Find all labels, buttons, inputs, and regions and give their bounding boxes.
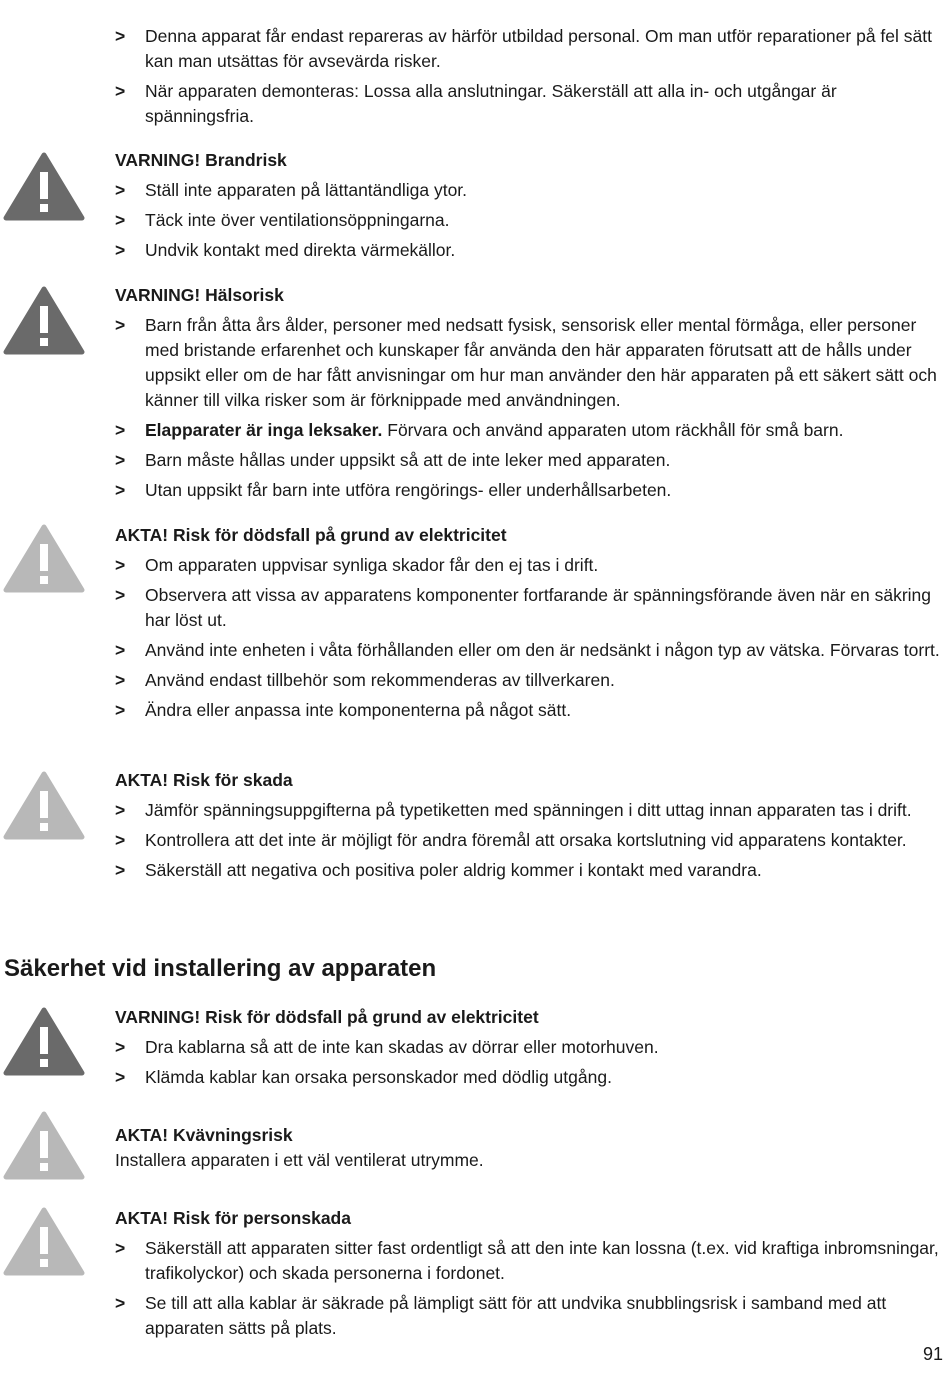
install-electric-warning-list bbox=[115, 1035, 947, 1090]
bullet-marker: > bbox=[115, 640, 126, 660]
install-electric-warning-title: VARNING! Risk för dödsfall på grund av elektricitet bbox=[115, 1007, 539, 1027]
list-item: > Undvik kontakt med direkta värmekällor. bbox=[115, 238, 947, 263]
list-item: > Ändra eller anpassa inte komponenterna på något sätt. bbox=[115, 698, 947, 723]
list-item: > Se till att alla kablar är säkrade på lämpligt sätt för att undvika snubblingsrisk i samband med att apparaten sätts på plats. bbox=[115, 1293, 887, 1338]
bullet-marker: > bbox=[115, 1238, 126, 1258]
suffocation-caution-title: AKTA! Kvävningsrisk bbox=[115, 1125, 293, 1145]
electric-caution-list bbox=[115, 553, 947, 723]
bullet-marker: > bbox=[115, 315, 126, 335]
damage-caution-list bbox=[115, 798, 947, 883]
bullet-marker: > bbox=[115, 860, 126, 880]
damage-caution-block bbox=[115, 768, 947, 888]
section-heading: Säkerhet vid installering av apparaten bbox=[4, 955, 437, 982]
bullet-marker: > bbox=[115, 830, 126, 850]
health-warning-block bbox=[115, 283, 947, 508]
bullet-marker: > bbox=[115, 670, 126, 690]
injury-caution-block bbox=[115, 1206, 947, 1346]
damage-caution-title: AKTA! Risk för skada bbox=[115, 770, 293, 790]
fire-warning-title: VARNING! Brandrisk bbox=[115, 150, 287, 170]
warning-triangle-icon bbox=[3, 152, 85, 222]
list-item: > Om apparaten uppvisar synliga skador får den ej tas i drift. bbox=[115, 553, 947, 578]
fire-warning-block bbox=[115, 148, 947, 268]
warning-triangle-icon bbox=[3, 1007, 85, 1077]
bullet-marker: > bbox=[115, 700, 126, 720]
bullet-marker: > bbox=[115, 1067, 126, 1087]
install-electric-warning-block bbox=[115, 1005, 947, 1095]
suffocation-caution-text: Installera apparaten i ett väl ventilerat utrymme. bbox=[115, 1150, 484, 1170]
bullet-marker: > bbox=[115, 585, 126, 605]
injury-caution-list bbox=[115, 1236, 947, 1341]
bullet-marker: > bbox=[115, 210, 126, 230]
bullet-marker: > bbox=[115, 240, 126, 260]
bullet-marker: > bbox=[115, 1293, 126, 1313]
fire-warning-list bbox=[115, 178, 947, 263]
toys-text: Förvara och använd apparaten utom räckhåll för små barn. bbox=[387, 420, 844, 440]
bullet-marker: > bbox=[115, 420, 126, 440]
list-item: > Barn måste hållas under uppsikt så att de inte leker med apparaten. bbox=[115, 448, 947, 473]
caution-triangle-icon bbox=[3, 771, 85, 841]
caution-triangle-icon bbox=[3, 524, 85, 594]
list-item: > Utan uppsikt får barn inte utföra rengörings- eller underhållsarbeten. bbox=[115, 478, 947, 503]
electric-caution-title: AKTA! Risk för dödsfall på grund av elektricitet bbox=[115, 525, 507, 545]
health-warning-list bbox=[115, 313, 947, 503]
intro-list bbox=[115, 24, 947, 129]
suffocation-caution-block bbox=[115, 1123, 947, 1173]
caution-triangle-icon bbox=[3, 1207, 85, 1277]
list-item: > Observera att vissa av apparatens komponenter fortfarande är spänningsförande även när en säkring har löst ut. bbox=[115, 585, 932, 630]
bullet-marker: > bbox=[115, 450, 126, 470]
list-item: > Använd endast tillbehör som rekommenderas av tillverkaren. bbox=[115, 668, 947, 693]
list-item: > Säkerställ att negativa och positiva poler aldrig kommer i kontakt med varandra. bbox=[115, 858, 947, 883]
list-item: > Täck inte över ventilationsöppningarna. bbox=[115, 208, 947, 233]
bullet-marker: > bbox=[115, 81, 126, 101]
list-item: > Barn från åtta års ålder, personer med nedsatt fysisk, sensorisk eller mental förmåga, eller personer med bristande erfarenhet och kunskaper får använda den här apparaten förutsatt att de hålls under uppsikt eller om de har fått anvisningar om hur man använder den här apparaten på ett säkert sätt och känner till vilka risker som är förknippade med användningen. bbox=[115, 315, 937, 410]
list-item: > Kontrollera att det inte är möjligt för andra föremål att orsaka kortslutning vid apparatens kontakter. bbox=[115, 828, 947, 853]
electric-caution-block bbox=[115, 523, 947, 728]
list-item: > Säkerställ att apparaten sitter fast ordentligt så att den inte kan lossna (t.ex. vid kraftiga inbromsningar, trafikolyckor) och skada personerna i fordonet. bbox=[115, 1238, 939, 1283]
bullet-marker: > bbox=[115, 480, 126, 500]
bullet-marker: > bbox=[115, 26, 126, 46]
bullet-marker: > bbox=[115, 800, 126, 820]
toys-bold-text: Elapparater är inga leksaker. bbox=[145, 420, 383, 440]
bullet-marker: > bbox=[115, 1037, 126, 1057]
intro-block bbox=[115, 24, 947, 134]
bullet-marker: > bbox=[115, 180, 126, 200]
bullet-marker: > bbox=[115, 555, 126, 575]
list-item: > Jämför spänningsuppgifterna på typetiketten med spänningen i ditt uttag innan apparaten tas i drift. bbox=[115, 798, 947, 823]
list-item: > Dra kablarna så att de inte kan skadas av dörrar eller motorhuven. bbox=[115, 1035, 947, 1060]
injury-caution-title: AKTA! Risk för personskada bbox=[115, 1208, 351, 1228]
health-warning-title: VARNING! Hälsorisk bbox=[115, 285, 284, 305]
list-item: > Ställ inte apparaten på lättantändliga ytor. bbox=[115, 178, 947, 203]
list-item: > Använd inte enheten i våta förhållanden eller om den är nedsänkt i någon typ av vätska. Förvaras torrt. bbox=[115, 638, 947, 663]
list-item bbox=[115, 418, 947, 443]
page-number: 91 bbox=[922, 1344, 943, 1364]
list-item: > När apparaten demonteras: Lossa alla anslutningar. Säkerställ att alla in- och utgångar är spänningsfria. bbox=[115, 81, 837, 126]
caution-triangle-icon bbox=[3, 1111, 85, 1181]
warning-triangle-icon bbox=[3, 286, 85, 356]
list-item: > Klämda kablar kan orsaka personskador med dödlig utgång. bbox=[115, 1065, 947, 1090]
list-item: > Denna apparat får endast repareras av härför utbildad personal. Om man utför reparationer på fel sätt kan man utsättas för avsevärda risker. bbox=[115, 26, 932, 71]
